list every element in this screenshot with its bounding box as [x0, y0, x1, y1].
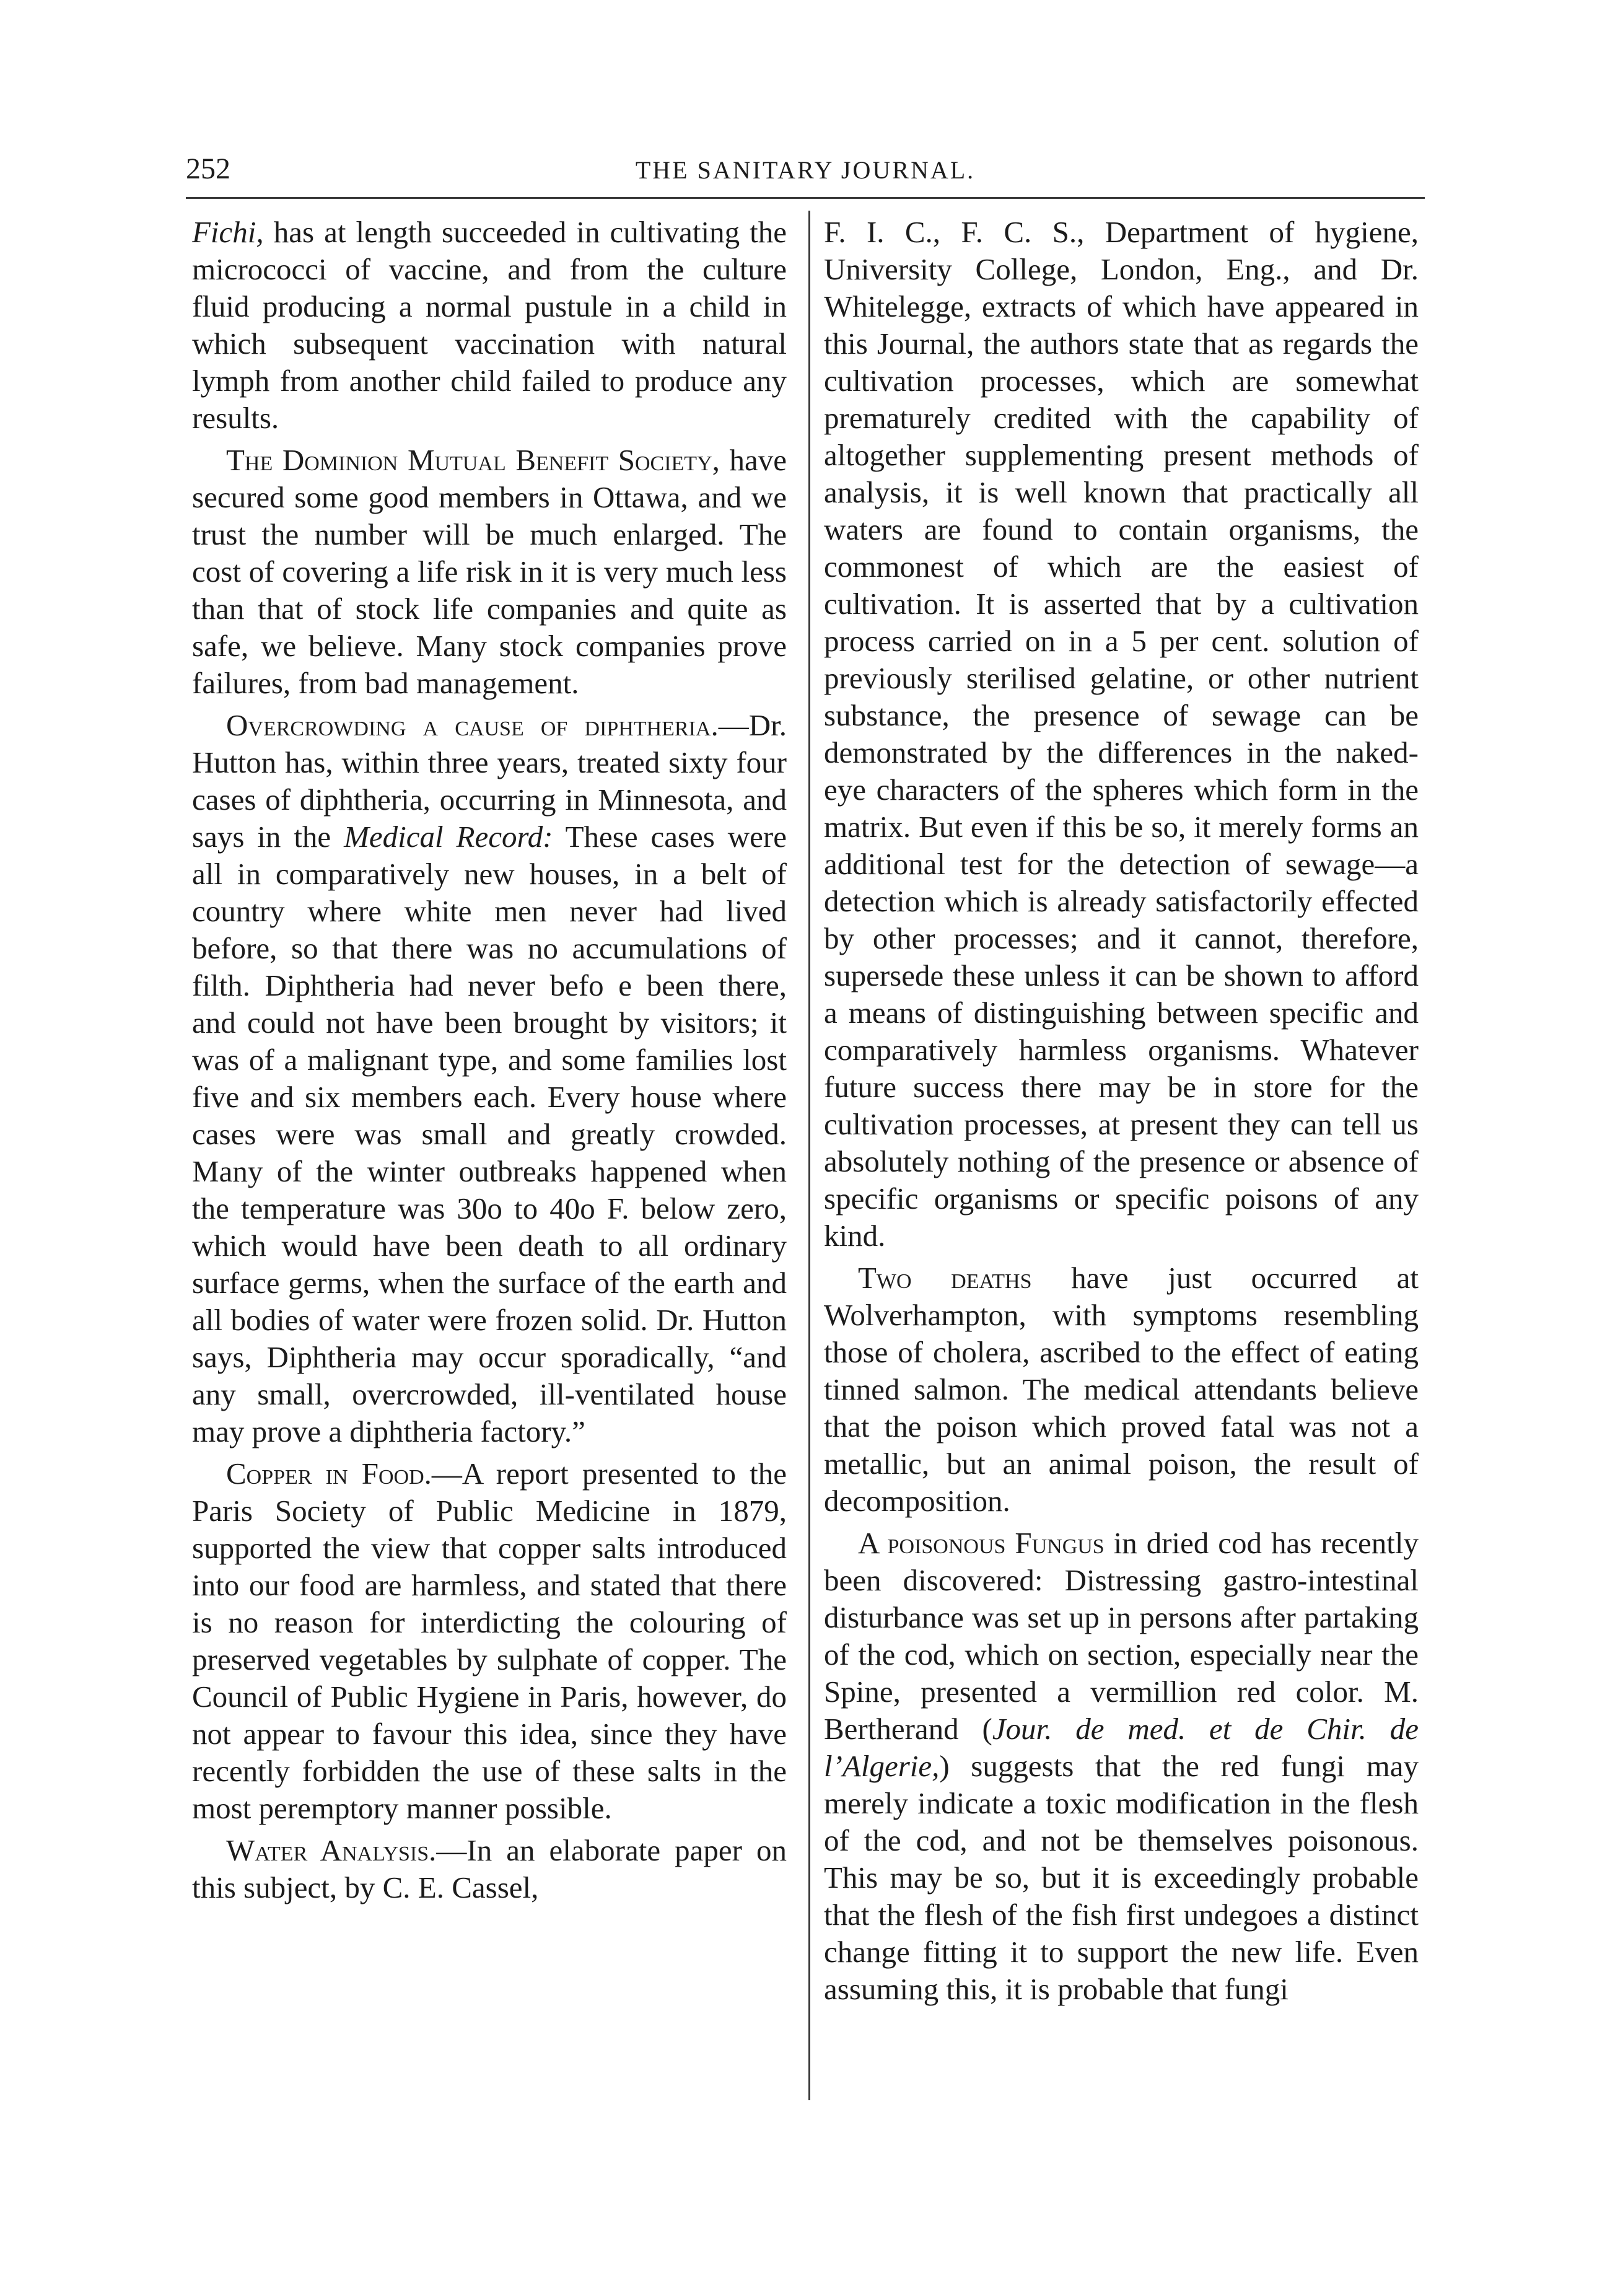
running-title: THE SANITARY JOURNAL. — [635, 156, 976, 184]
page-number: 252 — [186, 152, 230, 185]
paragraph-heading: Copper in Food. — [226, 1457, 432, 1491]
paragraph-lead-italic: Fichi, — [192, 215, 264, 249]
paragraph-heading: A poisonous Fungus — [858, 1526, 1105, 1560]
page-header — [186, 152, 1425, 195]
paragraph-text: —A report presented to the Paris Society of Public Medicine in 1879, supported the view that copper salts introduced into our food are harmless, and stated that there is no reason for interdicting the colouring of preserved vegetables by sulphate of copper. The Council of Public Hygiene in Paris, however, do not appear to favour this idea, since they have recently forbidden the use of these salts in the most peremptory manner possible. — [192, 1457, 787, 1825]
paragraph-text: —Dr. Hutton has, within three years, treated sixty four cases of diphtheria, occurring in Minnesota, and says in the — [192, 708, 787, 854]
paragraph-heading: The Dominion Mutual Benefit Society, — [226, 443, 720, 477]
paragraph-copper-in-food — [192, 1455, 787, 1827]
paragraph-text: have just occurred at Wolverhampton, with symptoms resembling those of cholera, ascribed to the effect of eating tinned salmon. The medical attendants believe that the poison which proved fatal was not a metallic, but an animal poison, the result of decomposition. — [824, 1261, 1419, 1518]
paragraph-vaccine-cultivation — [192, 214, 787, 437]
paragraph-text: F. I. C., F. C. S., Department of hygiene, University College, London, Eng., and Dr. Whitelegge, extracts of which have appeared in this Journal, the authors state that as regards the cultivation processes, which are somewhat prematurely credited with the capability of altogether supplementing present methods of analysis, it is well known that practically all waters are found to contain organisms, the commonest of which are the easiest of cultivation. It is asserted that by a cultivation process carried on in a 5 per cent. solution of previously sterilised gelatine, or other nutrient substance, the presence of sewage can be demonstrated by the differences in the naked-eye characters of the spheres which form in the matrix. But even if this be so, it merely forms an additional test for the detection of sewage—a detection which is already satisfactorily effected by other processes; and it cannot, therefore, supersede these unless it can be shown to afford a means of distinguishing between specific and comparatively harmless organisms. Whatever future success there may be in store for the cultivation processes, at present they can tell us absolutely nothing of the presence or absence of specific organisms or specific poisons of any kind. — [824, 215, 1419, 1253]
paragraph-text: These cases were all in comparatively new houses, in a belt of country where white men never had lived before, so that there was no accumulations of filth. Diphtheria had never befo e been there, and could not have been brought by visitors; it was of a malignant type, and some families lost five and six members each. Every house where cases were was small and greatly crowded. Many of the winter outbreaks happened when the temperature was 30o to 40o F. below zero, which would have been death to all ordinary surface germs, when the surface of the earth and all bodies of water were frozen solid. Dr. Hutton says, Diphtheria may occur sporadically, “and any small, overcrowded, ill-ventilated house may prove a diphtheria factory.” — [192, 820, 787, 1448]
paragraph-text: ) suggests that the red fungi may merely indicate a toxic modification in the flesh of the cod, and not be themselves poisonous. This may be so, but it is exceedingly probable that the flesh of the fish first undegoes a distinct change fitting it to support the new life. Even assuming this, it is probable that fungi — [824, 1749, 1419, 2006]
journal-title-italic: Medical Record: — [344, 820, 553, 854]
paragraph-heading: Water Analysis. — [226, 1833, 437, 1867]
paragraph-text: —In an elaborate paper on this subject, by C. E. Cassel, — [192, 1833, 787, 1904]
paragraph-water-analysis — [192, 1832, 787, 1906]
paragraph-text: has at length succeeded in cultivating the micrococci of vaccine, and from the culture fluid producing a normal pustule in a child in which subsequent vaccination with natural lymph from another child failed to produce any results. — [192, 215, 787, 435]
paragraph-overcrowding-diphtheria — [192, 707, 787, 1450]
paragraph-heading: Overcrowding a cause of diphtheria. — [226, 708, 719, 742]
column-divider — [808, 211, 810, 2100]
paragraph-benefit-society — [192, 442, 787, 702]
paragraph-two-deaths — [824, 1260, 1419, 1520]
paragraph-heading: Two deaths — [858, 1261, 1032, 1295]
paragraph-water-analysis-continued — [824, 214, 1419, 1255]
paragraph-text: in dried cod has recently been discovered: Distressing gastro-intestinal disturbance was set up in persons after partaking of the cod, which on section, especially near the Spine, presented a vermillion red color. M. Bertherand ( — [824, 1526, 1419, 1746]
right-column — [824, 214, 1419, 2008]
header-rule — [186, 197, 1425, 199]
paragraph-poisonous-fungus — [824, 1525, 1419, 2008]
paragraph-text: have secured some good members in Ottawa, and we trust the number will be much enlarged. The cost of covering a life risk in it is very much less than that of stock life companies and quite as safe, we believe. Many stock companies prove failures, from bad management. — [192, 443, 787, 700]
left-column — [192, 214, 787, 1906]
journal-title-italic: Jour. de med. et de Chir. de l’Algerie, — [824, 1712, 1419, 1783]
